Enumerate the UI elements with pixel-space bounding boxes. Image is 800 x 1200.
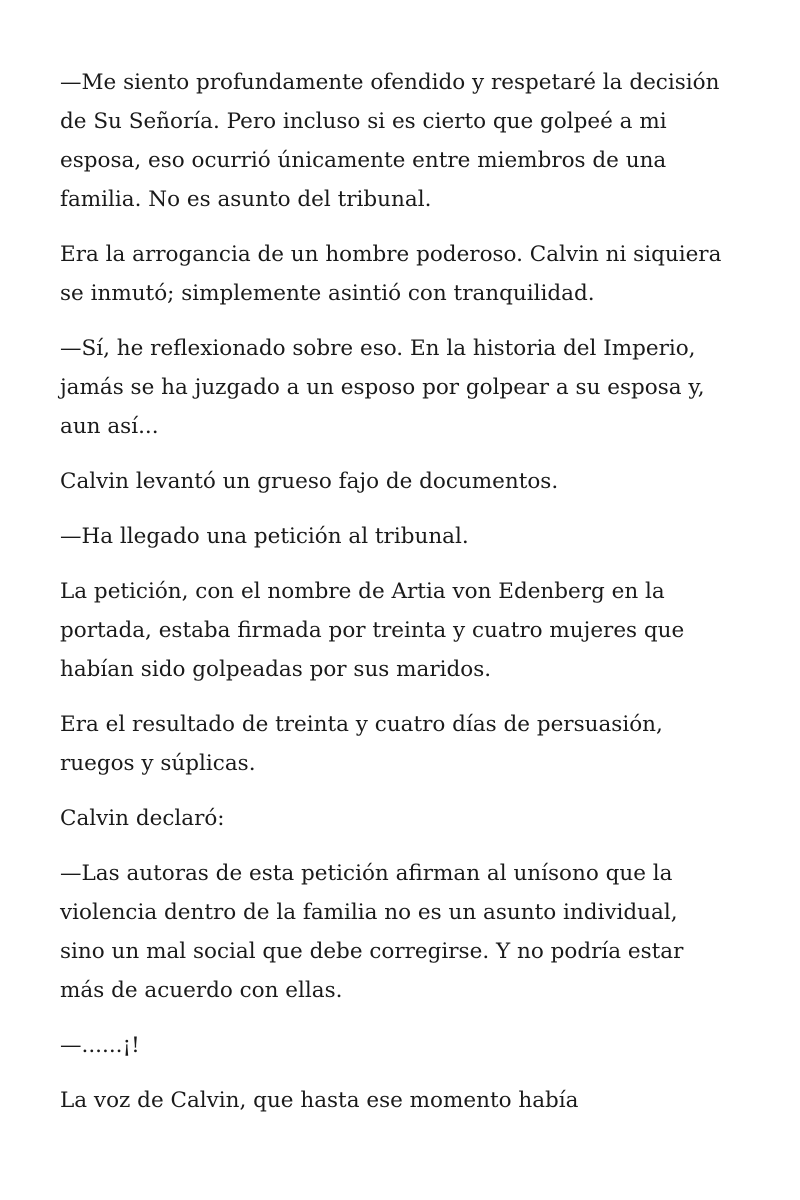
text-line: La petición, con el nombre de Artia von Edenberg en la <box>60 579 665 604</box>
text-line: violencia dentro de la familia no es un asunto individual, <box>60 900 678 925</box>
text-line: más de acuerdo con ellas. <box>60 978 343 1003</box>
text-line: esposa, eso ocurrió únicamente entre miembros de una <box>60 148 667 173</box>
text-line: —Ha llegado una petición al tribunal. <box>60 524 469 549</box>
text-line: Era la arrogancia de un hombre poderoso. Calvin ni siquiera <box>60 242 722 267</box>
paragraph-1 <box>60 63 760 219</box>
paragraph-5 <box>60 517 760 556</box>
document-page <box>60 63 760 1136</box>
paragraph-3 <box>60 329 760 446</box>
text-line: Era el resultado de treinta y cuatro días de persuasión, <box>60 712 663 737</box>
paragraph-4 <box>60 462 760 501</box>
paragraph-7 <box>60 705 760 783</box>
text-line: portada, estaba firmada por treinta y cuatro mujeres que <box>60 618 685 643</box>
text-line: familia. No es asunto del tribunal. <box>60 187 432 212</box>
paragraph-9 <box>60 854 760 1010</box>
text-line: se inmutó; simplemente asintió con tranquilidad. <box>60 281 595 306</box>
text-line: La voz de Calvin, que hasta ese momento había <box>60 1088 579 1113</box>
text-line: Calvin declaró: <box>60 806 225 831</box>
text-line: —Sí, he reflexionado sobre eso. En la historia del Imperio, <box>60 336 696 361</box>
paragraph-2 <box>60 235 760 313</box>
paragraph-11 <box>60 1081 760 1120</box>
paragraph-10 <box>60 1026 760 1065</box>
text-line: habían sido golpeadas por sus maridos. <box>60 657 492 682</box>
text-line: ruegos y súplicas. <box>60 751 256 776</box>
text-line: aun así... <box>60 414 159 439</box>
text-line: —Me siento profundamente ofendido y respetaré la decisión <box>60 70 720 95</box>
text-line: Calvin levantó un grueso fajo de documentos. <box>60 469 559 494</box>
text-line: —......¡! <box>60 1033 140 1058</box>
text-line: sino un mal social que debe corregirse. Y no podría estar <box>60 939 684 964</box>
text-line: de Su Señoría. Pero incluso si es cierto que golpeé a mi <box>60 109 667 134</box>
paragraph-8 <box>60 799 760 838</box>
text-line: —Las autoras de esta petición afirman al unísono que la <box>60 861 673 886</box>
text-line: jamás se ha juzgado a un esposo por golpear a su esposa y, <box>60 375 705 400</box>
paragraph-6 <box>60 572 760 689</box>
